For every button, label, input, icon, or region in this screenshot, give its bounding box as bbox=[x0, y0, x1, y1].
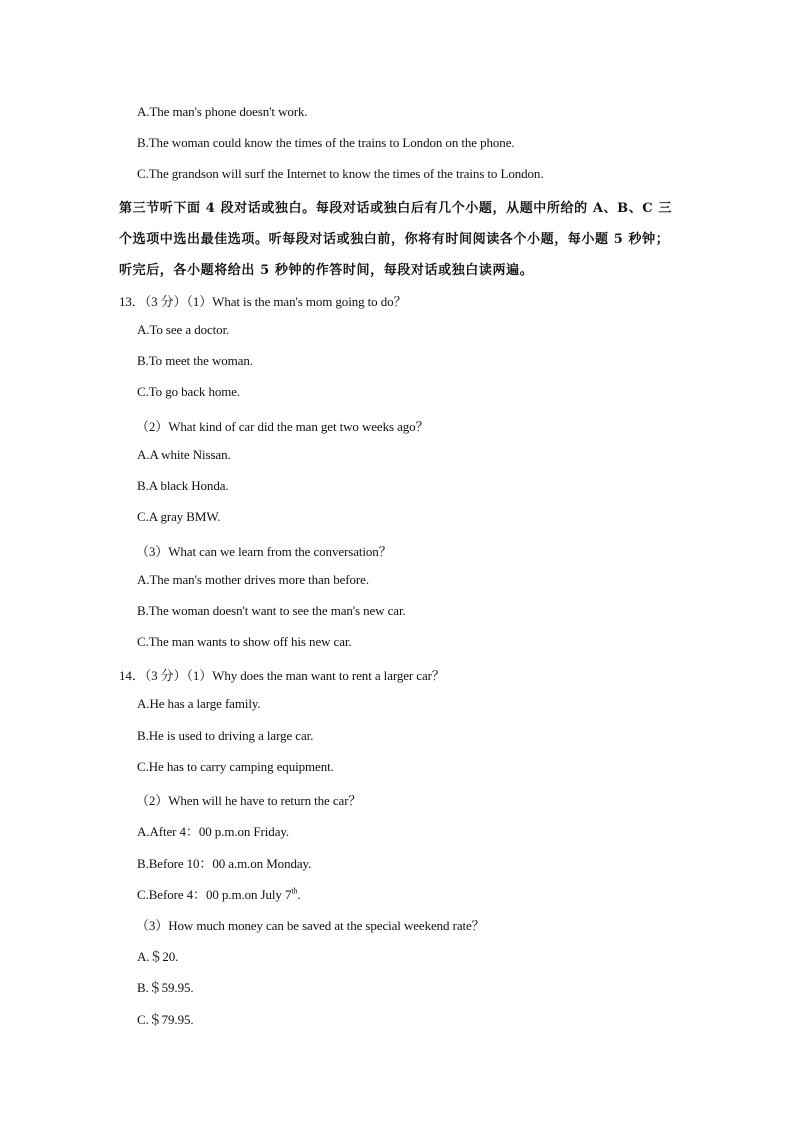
q14-2-option-a: A.After 4：00 p.m.on Friday. bbox=[137, 824, 290, 839]
q14-3-stem: （3）How much money can be saved at the special weekend rate？ bbox=[136, 918, 485, 933]
prev-option-c: C.The grandson will surf the Internet to know the times of the trains to London. bbox=[137, 166, 544, 181]
q14-3-option-c: C.＄79.95. bbox=[137, 1012, 194, 1027]
q14-1-option-a: A.He has a large family. bbox=[137, 696, 261, 711]
q13-3-option-c: C.The man wants to show off his new car. bbox=[137, 634, 352, 649]
q14-2-option-b: B.Before 10：00 a.m.on Monday. bbox=[137, 856, 312, 871]
q14-2-option-c-superscript: th bbox=[291, 886, 298, 896]
q13-3-option-b: B.The woman doesn't want to see the man's new car. bbox=[137, 603, 406, 618]
q13-3-stem: （3）What can we learn from the conversation？ bbox=[136, 544, 392, 559]
question-14-header: 14．（3 分）（1）Why does the man want to rent a larger car？ bbox=[119, 668, 445, 683]
instructions-line-1: 第三节听下面 4 段对话或独白。每段对话或独白后有几个小题，从题中所给的 A、B、C 三 bbox=[119, 201, 672, 216]
q13-1-option-a: A.To see a doctor. bbox=[137, 322, 230, 337]
question-13-header: 13．（3 分）（1）What is the man's mom going to do？ bbox=[119, 294, 407, 309]
q13-2-option-a: A.A white Nissan. bbox=[137, 447, 231, 462]
q14-3-option-a: A.＄20. bbox=[137, 949, 179, 964]
q13-2-option-c: C.A gray BMW. bbox=[137, 509, 221, 524]
q13-1-option-b: B.To meet the woman. bbox=[137, 353, 253, 368]
q14-2-option-c-text: C.Before 4：00 p.m.on July 7 bbox=[137, 887, 292, 902]
prev-option-a: A.The man's phone doesn't work. bbox=[137, 104, 308, 119]
prev-option-b: B.The woman could know the times of the trains to London on the phone. bbox=[137, 135, 515, 150]
q13-2-option-b: B.A black Honda. bbox=[137, 478, 229, 493]
q14-2-option-c bbox=[137, 884, 301, 903]
q13-1-option-c: C.To go back home. bbox=[137, 384, 241, 399]
q14-1-option-b: B.He is used to driving a large car. bbox=[137, 728, 314, 743]
q13-3-option-a: A.The man's mother drives more than before. bbox=[137, 572, 369, 587]
instructions-line-3: 听完后，各小题将给出 5 秒钟的作答时间，每段对话或独白读两遍。 bbox=[119, 263, 534, 278]
q14-2-option-c-period: . bbox=[297, 887, 301, 902]
q14-1-option-c: C.He has to carry camping equipment. bbox=[137, 759, 334, 774]
q14-3-option-b: B.＄59.95. bbox=[137, 980, 194, 995]
q14-2-stem: （2）When will he have to return the car？ bbox=[136, 793, 362, 808]
q13-2-stem: （2）What kind of car did the man get two weeks ago？ bbox=[136, 419, 429, 434]
instructions-line-2: 个选项中选出最佳选项。听每段对话或独白前，你将有时间阅读各个小题，每小题 5 秒钟； bbox=[119, 232, 670, 247]
